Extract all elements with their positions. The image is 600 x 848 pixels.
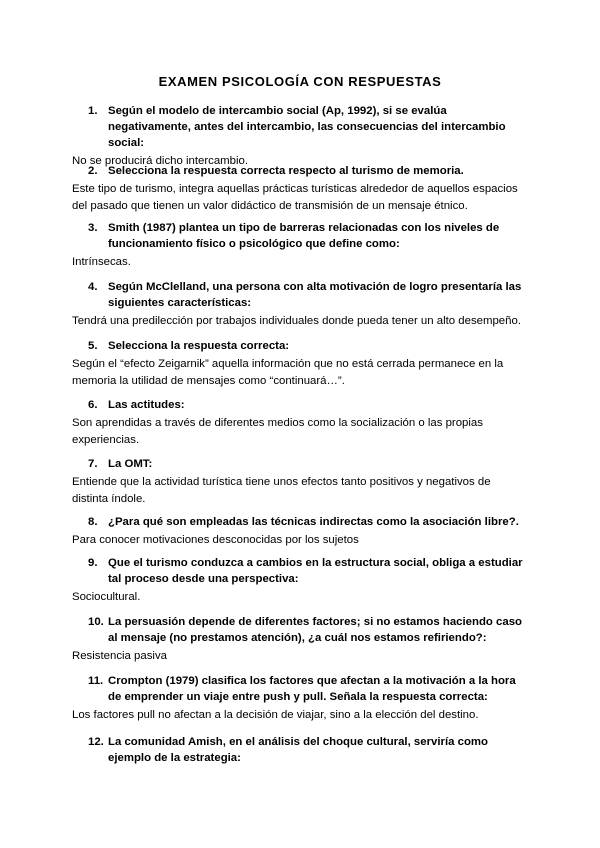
question-text <box>0 103 600 151</box>
question-number: 8. <box>88 516 98 528</box>
question-text <box>0 555 600 587</box>
question-item-1 <box>0 103 600 170</box>
question-item-10 <box>0 614 600 665</box>
question-text <box>0 279 600 311</box>
answer-text: Intrínsecas. <box>72 256 131 268</box>
question-item-11 <box>0 673 600 724</box>
question-item-8 <box>0 514 600 549</box>
question-number: 10. <box>88 616 104 628</box>
question-label: La persuasión depende de diferentes factores; si no estamos haciendo caso al mensaje (no prestamos atención), ¿a cuál nos estamos refiriendo?: <box>108 616 522 644</box>
question-label: Smith (1987) plantea un tipo de barreras relacionadas con los niveles de funcionamiento físico o psicológico que define como: <box>108 222 500 250</box>
question-text <box>0 338 600 354</box>
answer-text: Sociocultural. <box>72 591 141 603</box>
question-number: 12. <box>88 736 104 748</box>
answer-text: Este tipo de turismo, integra aquellas prácticas turísticas alrededor de aquellos espacios del pasado que tienen un valor didáctico de transmisión de un mensaje étnico. <box>72 183 518 212</box>
question-label: Crompton (1979) clasifica los factores que afectan a la motivación a la hora de emprender un viaje entre push y pull. Señala la respuesta correcta: <box>108 675 516 703</box>
question-item-7 <box>0 456 600 507</box>
answer-text: Resistencia pasiva <box>72 650 167 662</box>
question-text <box>0 456 600 472</box>
question-item-2 <box>0 163 600 214</box>
answer-text: No se producirá dicho intercambio. <box>72 155 249 167</box>
question-text <box>0 514 600 530</box>
question-label: Que el turismo conduzca a cambios en la estructura social, obliga a estudiar tal proceso desde una perspectiva: <box>108 557 523 585</box>
question-number: 6. <box>88 399 98 411</box>
question-text <box>0 673 600 705</box>
question-label: Selecciona la respuesta correcta respecto al turismo de memoria. <box>108 165 464 177</box>
question-label: La comunidad Amish, en el análisis del choque cultural, serviría como ejemplo de la estrategia: <box>108 736 489 764</box>
question-item-6 <box>0 397 600 448</box>
question-number: 5. <box>88 340 98 352</box>
question-number: 7. <box>88 458 98 470</box>
question-item-4 <box>0 279 600 330</box>
question-text <box>0 163 600 179</box>
answer-text: Según el “efecto Zeigarnik” aquella información que no está cerrada permanece en la memoria la utilidad de mensajes como “continuará…”. <box>72 358 504 387</box>
question-number: 1. <box>88 105 98 117</box>
question-text <box>0 734 600 766</box>
question-text <box>0 220 600 252</box>
page-title: EXAMEN PSICOLOGÍA CON RESPUESTAS <box>158 74 442 89</box>
question-item-5 <box>0 338 600 389</box>
answer-text: Tendrá una predilección por trabajos individuales donde pueda tener un alto desempeño. <box>72 315 521 327</box>
question-number: 3. <box>88 222 98 234</box>
question-label: La OMT: <box>108 458 153 470</box>
question-item-3 <box>0 220 600 271</box>
answer-text: Entiende que la actividad turística tiene unos efectos tanto positivos y negativos de distinta índole. <box>72 476 491 505</box>
question-number: 4. <box>88 281 98 293</box>
answer-text: Los factores pull no afectan a la decisión de viajar, sino a la elección del destino. <box>72 709 479 721</box>
question-label: Según McClelland, una persona con alta motivación de logro presentaría las siguientes características: <box>108 281 522 309</box>
question-item-12 <box>0 734 600 766</box>
question-label: Selecciona la respuesta correcta: <box>108 340 290 352</box>
question-label: ¿Para qué son empleadas las técnicas indirectas como la asociación libre?. <box>108 516 519 528</box>
question-text <box>0 614 600 646</box>
question-text <box>0 397 600 413</box>
question-number: 11. <box>88 675 104 687</box>
question-label: Según el modelo de intercambio social (Ap, 1992), si se evalúa negativamente, antes del intercambio, las consecuencias del intercambio social: <box>108 105 506 149</box>
question-label: Las actitudes: <box>108 399 185 411</box>
answer-text: Para conocer motivaciones desconocidas por los sujetos <box>72 534 359 546</box>
question-number: 2. <box>88 165 98 177</box>
answer-text: Son aprendidas a través de diferentes medios como la socialización o las propias experiencias. <box>72 417 483 446</box>
question-number: 9. <box>88 557 98 569</box>
question-item-9 <box>0 555 600 606</box>
